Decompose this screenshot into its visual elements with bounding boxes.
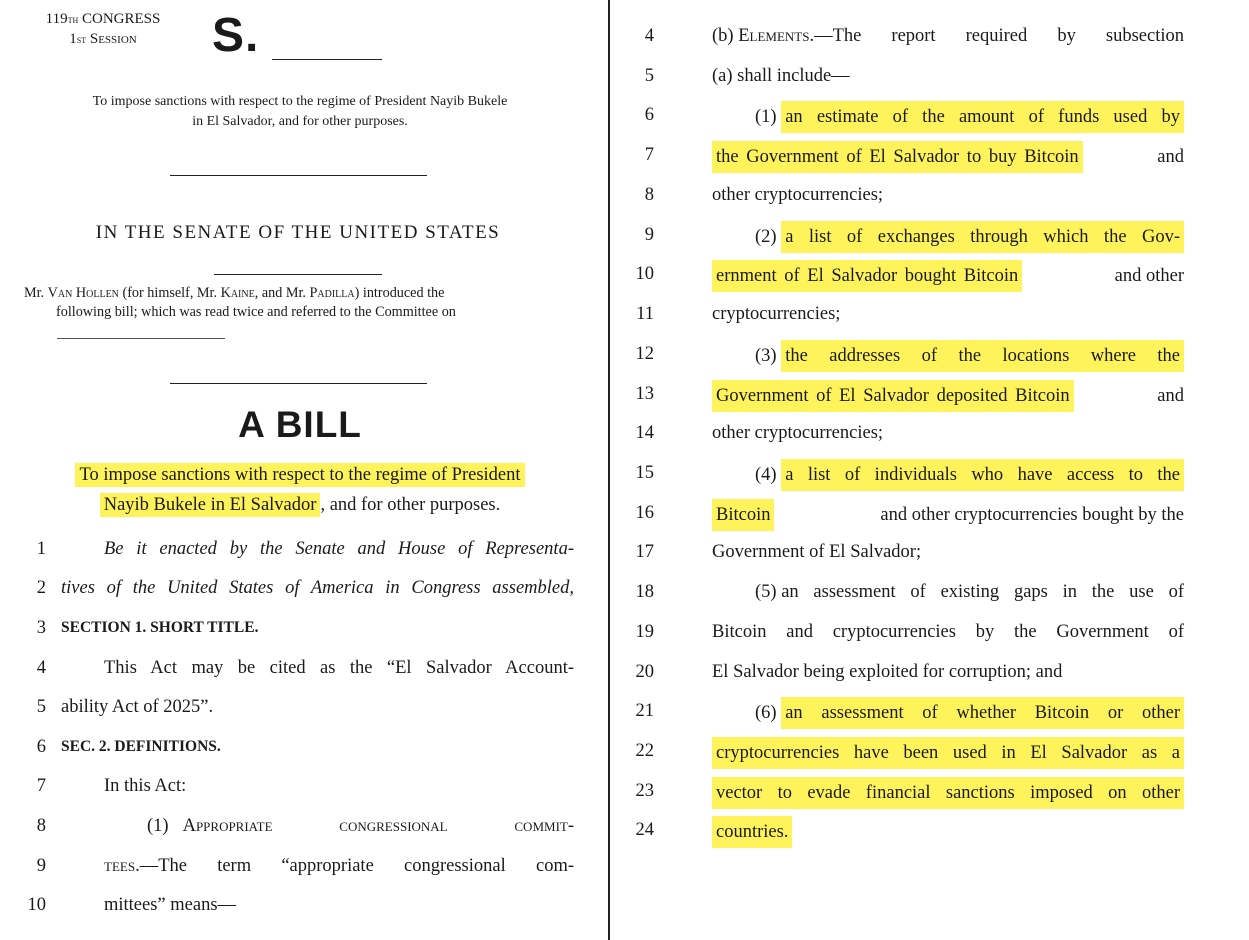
line-12: 12 (3) the addresses of the locations where the bbox=[610, 340, 1230, 368]
highlight: cryptocurrencies have been used in El Salvador as a bbox=[712, 737, 1184, 769]
highlight: the Government of El Salvador to buy Bitcoin bbox=[712, 141, 1083, 173]
section-heading: SECTION 1. SHORT TITLE. bbox=[61, 619, 259, 636]
line-3: 3 SECTION 1. SHORT TITLE. bbox=[0, 614, 600, 642]
divider-rule bbox=[170, 383, 427, 384]
line-15: 15 (4) a list of individuals who have access to the bbox=[610, 459, 1230, 487]
highlight: To impose sanctions with respect to the regime of President bbox=[75, 463, 524, 487]
introduction-paragraph: Mr. Van Hollen (for himself, Mr. Kaine, and Mr. Padilla) introduced the following bill; which was read twice and referred to the Committee on bbox=[24, 285, 456, 320]
line-5: 5 ability Act of 2025”. bbox=[36, 697, 214, 717]
line-7: 7 the Government of El Salvador to buy Bitcoin and bbox=[610, 141, 1230, 169]
line-13: 13 Government of El Salvador deposited Bitcoin and bbox=[610, 380, 1230, 408]
highlight: a list of individuals who have access to the bbox=[781, 459, 1184, 491]
chamber-heading: IN THE SENATE OF THE UNITED STATES bbox=[95, 222, 501, 243]
line-6: 6 SEC. 2. DEFINITIONS. bbox=[0, 733, 600, 761]
highlight: Bitcoin bbox=[712, 499, 774, 531]
bill-purpose: To impose sanctions with respect to the regime of President Nayib Bukele in El Salvador , and for other purposes. bbox=[28, 460, 572, 520]
line-11: 11 cryptocurrencies; bbox=[636, 304, 841, 324]
highlight: ernment of El Salvador bought Bitcoin bbox=[712, 260, 1022, 292]
highlight: a list of exchanges through which the Gov- bbox=[781, 221, 1184, 253]
line-4: 4 (b) Elements .—The report required by subsection bbox=[644, 26, 1184, 46]
line-8: 8 (1) Appropriate congressional commit- bbox=[36, 816, 574, 836]
line-10: 10 mittees” means— bbox=[27, 895, 237, 915]
highlight: vector to evade financial sanctions imposed on other bbox=[712, 777, 1184, 809]
line-17: 17 Government of El Salvador; bbox=[635, 542, 922, 562]
line-21: 21 (6) an assessment of whether Bitcoin or other bbox=[610, 697, 1230, 725]
line-2: 2 tives of the United States of America in Congress assembled, bbox=[36, 578, 574, 598]
highlight: Government of El Salvador deposited Bitcoin bbox=[712, 380, 1074, 412]
highlight: Nayib Bukele in El Salvador bbox=[100, 493, 321, 517]
left-page bbox=[0, 0, 608, 940]
bill-number-prefix: S. bbox=[212, 9, 260, 62]
line-23: 23 vector to evade financial sanctions imposed on other bbox=[610, 777, 1230, 805]
line-9: 9 (2) a list of exchanges through which the Gov- bbox=[610, 221, 1230, 249]
section-heading: SEC. 2. DEFINITIONS. bbox=[61, 738, 221, 755]
line-6: 6 (1) an estimate of the amount of funds used by bbox=[610, 101, 1230, 129]
bill-number-blank bbox=[272, 59, 382, 60]
congress-session-label: 119th CONGRESS 1st Session bbox=[45, 11, 161, 47]
highlight: the addresses of the locations where the bbox=[781, 340, 1184, 372]
divider-rule bbox=[170, 175, 427, 176]
bill-title: A BILL bbox=[238, 404, 362, 445]
line-16: 16 Bitcoin and other cryptocurrencies bought by the bbox=[610, 499, 1230, 527]
line-1: 1 Be it enacted by the Senate and House of Representa- bbox=[36, 539, 574, 559]
highlight: countries. bbox=[712, 816, 792, 848]
line-19: 19 Bitcoin and cryptocurrencies by the Government of bbox=[635, 622, 1184, 642]
line-14: 14 other cryptocurrencies; bbox=[635, 423, 884, 443]
right-page bbox=[610, 0, 1249, 940]
line-20: 20 El Salvador being exploited for corruption; and bbox=[635, 662, 1063, 682]
committee-blank bbox=[57, 338, 225, 339]
highlight: an assessment of whether Bitcoin or other bbox=[781, 697, 1184, 729]
purpose-summary: To impose sanctions with respect to the regime of President Nayib Bukele in El Salvador, and for other purposes. bbox=[92, 94, 508, 129]
line-9: 9 tees .—The term “appropriate congressional com- bbox=[36, 856, 574, 876]
line-8: 8 other cryptocurrencies; bbox=[644, 185, 884, 205]
line-18: 18 (5) an assessment of existing gaps in the use of bbox=[635, 582, 1184, 602]
line-7: 7 In this Act: bbox=[36, 776, 187, 796]
divider-rule bbox=[214, 274, 382, 275]
line-4: 4 This Act may be cited as the “El Salvador Account- bbox=[36, 658, 574, 678]
line-5: 5 (a) shall include— bbox=[644, 66, 850, 86]
line-22: 22 cryptocurrencies have been used in El Salvador as a bbox=[610, 737, 1230, 765]
highlight: an estimate of the amount of funds used by bbox=[781, 101, 1184, 133]
line-24: 24 countries. bbox=[610, 816, 1230, 844]
line-10: 10 ernment of El Salvador bought Bitcoin and other bbox=[610, 260, 1230, 288]
